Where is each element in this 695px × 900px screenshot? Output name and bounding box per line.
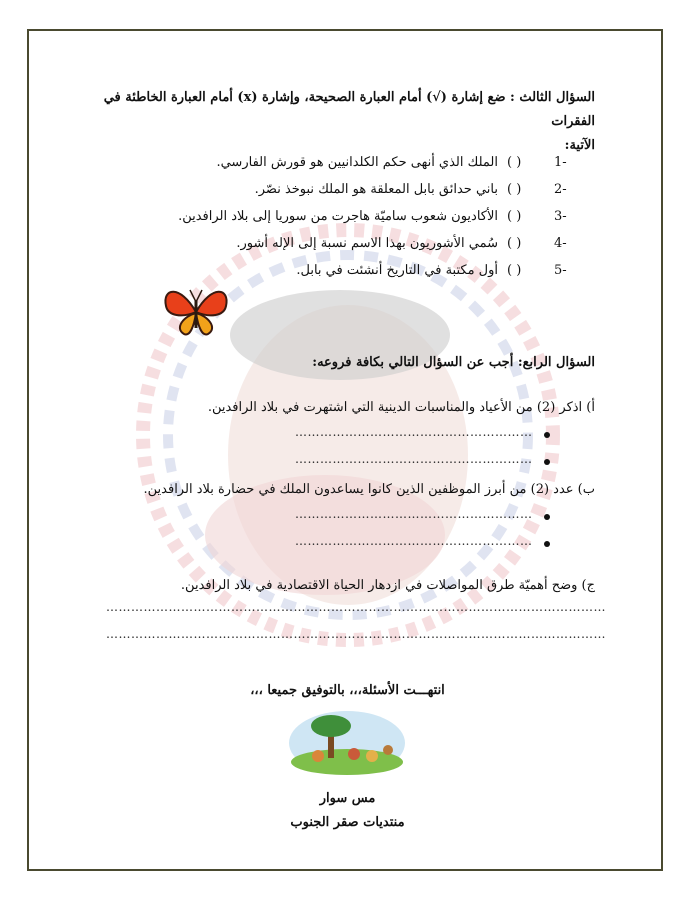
question-4-title: السؤال الرابع: أجب عن السؤال التالي بكافة فروعه: [312,355,595,370]
bullet [544,432,550,438]
item-number: 4- [554,236,567,251]
item-text: الملك الذي أنهى حكم الكلدانيين هو قورش الفارسي. [216,155,498,170]
item-text: باني حدائق بابل المعلقة هو الملك نبوخذ نصّر. [254,182,498,197]
answer-line[interactable]: ………………………………………………………………………………………………………… [106,600,606,614]
answer-blank[interactable]: ( ) [507,236,522,251]
answer-line[interactable]: ………………………………………………… [295,534,533,548]
teacher-name: مس سوار [319,791,376,806]
closing-line: انتهـــت الأسئلة،،، بالتوفيق جميعا ،،، [250,683,445,698]
item-number: 3- [554,209,567,224]
item-text: الأكاديون شعوب ساميّة هاجرت من سوريا إلى بلاد الرافدين. [178,209,498,224]
answer-line[interactable]: ………………………………………………… [295,507,533,521]
answer-line[interactable]: ………………………………………………………………………………………………………… [106,627,606,641]
item-number: 5- [554,263,567,278]
part-c-question: ج) وضح أهميّة طرق المواصلات في ازدهار الحياة الاقتصادية في بلاد الرافدين. [180,578,595,593]
item-number: 2- [554,182,567,197]
bullet [544,514,550,520]
answer-blank[interactable]: ( ) [507,209,522,224]
answer-blank[interactable]: ( ) [507,182,522,197]
answer-blank[interactable]: ( ) [507,263,522,278]
butterfly-icon [160,282,232,340]
item-text: سُمي الأشوريون بهذا الاسم نسبة إلى الإله أشور. [236,236,498,251]
forum-name: منتديات صقر الجنوب [290,815,405,830]
item-text: أول مكتبة في التاريخ أنشئت في بابل. [296,263,498,278]
item-number: 1- [554,155,567,170]
cartoon-image [288,710,406,776]
question-3-title-line1: السؤال الثالث : ضع إشارة (√) أمام العبارة الصحيحة، وإشارة (x) أمام العبارة الخاطئة في الفقرات [103,90,595,129]
answer-blank[interactable]: ( ) [507,155,522,170]
bullet [544,541,550,547]
part-b-question: ب) عدد (2) من أبرز الموظفين الذين كانوا يساعدون الملك في حضارة بلاد الرافدين. [143,482,595,497]
part-a-question: أ) اذكر (2) من الأعياد والمناسبات الدينية التي اشتهرت في بلاد الرافدين. [207,400,595,415]
bullet [544,459,550,465]
question-3-title [100,86,595,158]
answer-line[interactable]: ………………………………………………… [295,425,533,439]
answer-line[interactable]: ………………………………………………… [295,452,533,466]
question-3-title-line2: الآتية: [564,138,595,153]
